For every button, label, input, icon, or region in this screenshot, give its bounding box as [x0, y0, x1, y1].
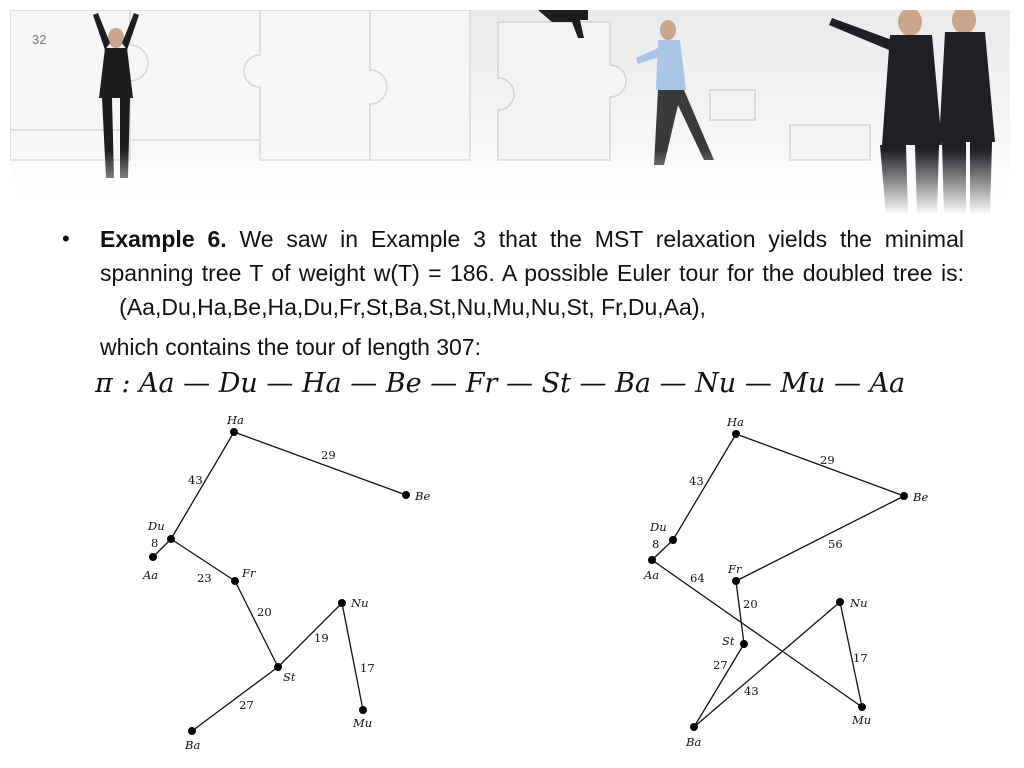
node-label-fr: Fr	[728, 562, 742, 576]
node-ha	[230, 428, 238, 436]
node-nu	[338, 599, 346, 607]
node-ba	[188, 727, 196, 735]
node-be	[900, 492, 908, 500]
edge-weight-aa-mu: 64	[690, 571, 705, 585]
node-aa	[648, 556, 656, 564]
node-label-du: Du	[148, 519, 165, 533]
edge-ha-be	[234, 432, 406, 495]
edge-weight-nu-mu: 17	[360, 661, 375, 675]
edge-weight-st-ba: 27	[713, 658, 728, 672]
node-label-fr: Fr	[242, 566, 256, 580]
node-label-be: Be	[913, 490, 929, 504]
edge-weight-du-aa: 8	[652, 537, 660, 551]
bullet-marker: •	[62, 226, 70, 251]
edge-fr-st	[736, 581, 744, 644]
edge-fr-st	[235, 581, 278, 667]
edge-weight-du-fr: 23	[197, 571, 212, 585]
header-banner-image	[10, 10, 1010, 215]
node-ha	[732, 430, 740, 438]
node-mu	[359, 706, 367, 714]
edge-weight-st-nu: 19	[314, 631, 329, 645]
node-st	[740, 640, 748, 648]
node-label-ba: Ba	[686, 735, 702, 749]
node-be	[402, 491, 410, 499]
edge-weight-fr-st: 20	[743, 597, 758, 611]
edge-weight-ha-be: 29	[321, 448, 336, 462]
euler-tour-sequence: (Aa,Du,Ha,Be,Ha,Du,Fr,St,Ba,St,Nu,Mu,Nu,St, Fr,Du,Aa),	[119, 294, 706, 320]
puzzle-banner-illustration	[10, 10, 1010, 215]
edge-weight-ba-nu: 43	[744, 684, 759, 698]
node-label-nu: Nu	[850, 596, 868, 610]
node-label-aa: Aa	[644, 568, 660, 582]
example-heading: Example 6.	[100, 226, 227, 252]
tour-intro: which contains the tour of length 307:	[100, 334, 482, 360]
node-label-mu: Mu	[852, 713, 872, 727]
node-label-du: Du	[650, 520, 667, 534]
edge-weight-ha-du: 43	[188, 473, 203, 487]
node-label-ba: Ba	[185, 738, 201, 752]
tour-graph	[630, 405, 950, 760]
edge-weight-fr-st: 20	[257, 605, 272, 619]
example-body: We saw in Example 3 that the MST relaxation yields the minimal spanning tree T of weight w(T) = 186. A possible Euler tour for the doubled tree is:	[100, 226, 964, 286]
node-du	[167, 535, 175, 543]
node-label-be: Be	[415, 489, 431, 503]
edge-weight-du-aa: 8	[151, 536, 159, 550]
node-mu	[858, 703, 866, 711]
edge-st-ba	[192, 667, 278, 731]
node-aa	[149, 553, 157, 561]
edge-st-ba	[694, 644, 744, 727]
node-fr	[732, 577, 740, 585]
edge-st-nu	[278, 603, 342, 667]
node-label-st: St	[722, 634, 735, 648]
node-label-mu: Mu	[353, 716, 373, 730]
node-label-ha: Ha	[727, 415, 744, 429]
node-du	[669, 536, 677, 544]
edge-ha-du	[673, 434, 736, 540]
node-ba	[690, 723, 698, 731]
slide-number: 32	[32, 32, 47, 47]
edge-nu-mu	[342, 603, 363, 710]
node-st	[274, 663, 282, 671]
edge-weight-ha-du: 43	[689, 474, 704, 488]
node-fr	[231, 577, 239, 585]
example-description	[100, 222, 964, 324]
tour-formula: π : Aa — Du — Ha — Be — Fr — St — Ba — Nu — Mu — Aa	[95, 368, 906, 399]
node-label-st: St	[283, 670, 296, 684]
spanning-tree-graph	[130, 405, 450, 760]
edge-weight-be-fr: 56	[828, 537, 843, 551]
node-label-nu: Nu	[351, 596, 369, 610]
node-label-aa: Aa	[143, 568, 159, 582]
bullet-paragraph	[62, 222, 964, 364]
edge-weight-nu-mu: 17	[853, 651, 868, 665]
node-nu	[836, 598, 844, 606]
edge-weight-st-ba: 27	[239, 698, 254, 712]
edge-weight-ha-be: 29	[820, 453, 835, 467]
node-label-ha: Ha	[227, 413, 244, 427]
edge-be-fr	[736, 496, 904, 581]
